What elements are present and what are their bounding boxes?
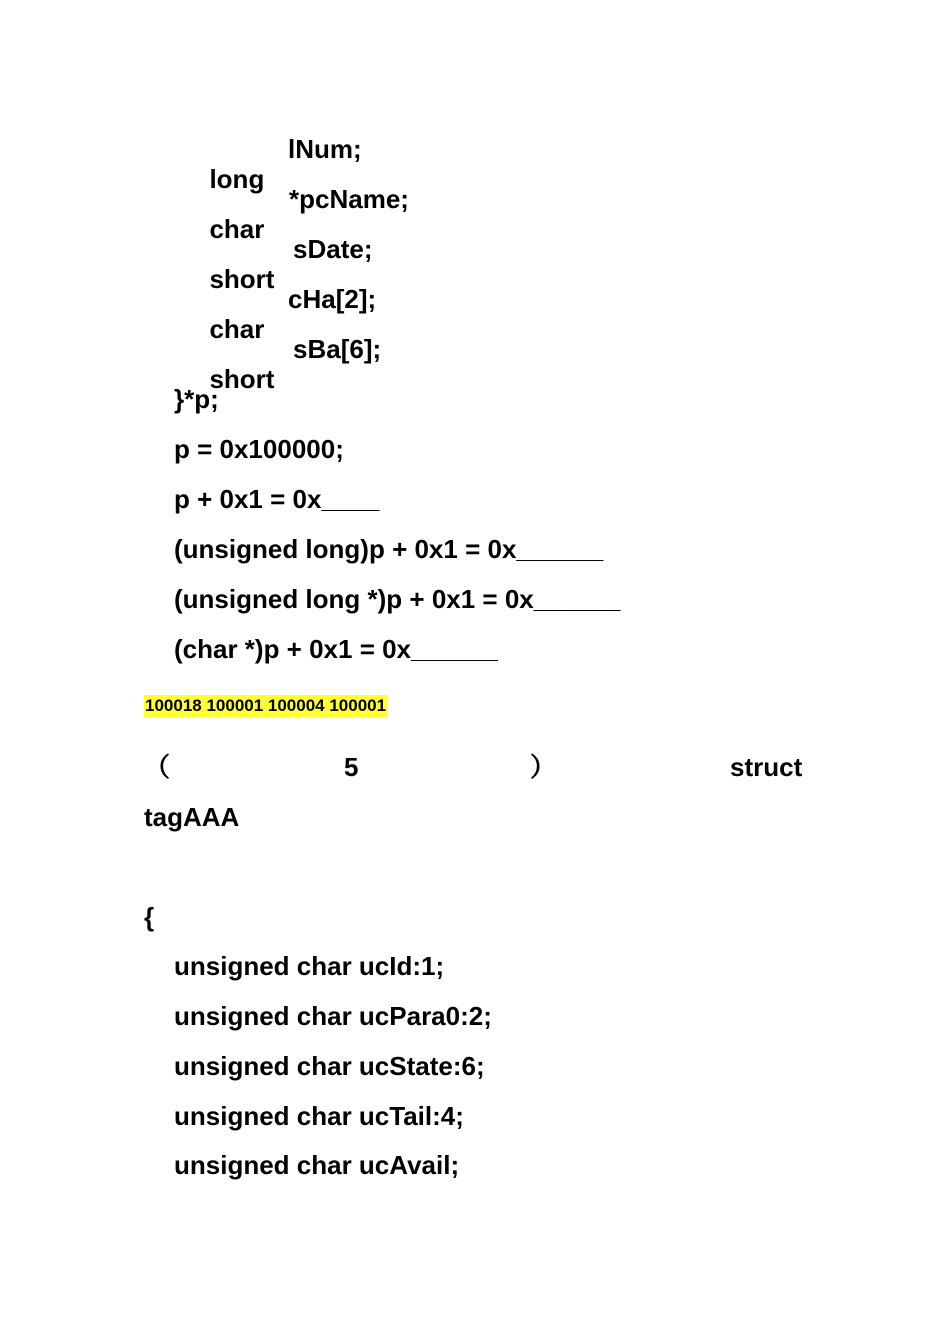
member-type: long xyxy=(209,164,265,194)
code-line: (unsigned long *)p + 0x1 = 0x______ xyxy=(174,584,621,614)
member-type: short xyxy=(209,264,275,294)
struct2-member: unsigned char ucId:1; xyxy=(174,951,445,981)
member-name: sDate; xyxy=(293,234,373,264)
struct-keyword: struct xyxy=(730,752,803,782)
code-line: (char *)p + 0x1 = 0x______ xyxy=(174,634,498,664)
struct2-member: unsigned char ucPara0:2; xyxy=(174,1001,492,1031)
close-paren: ） xyxy=(530,752,557,782)
member-type: char xyxy=(209,314,265,344)
code-line: p = 0x100000; xyxy=(174,434,344,464)
question-number: 5 xyxy=(344,752,359,782)
member-type: short xyxy=(209,364,275,394)
struct2-member: unsigned char ucAvail; xyxy=(174,1150,460,1180)
answer-highlight: 100018 100001 100004 100001 xyxy=(145,696,387,715)
member-name: sBa[6]; xyxy=(293,334,382,364)
struct2-open: { xyxy=(144,902,155,932)
code-line: p + 0x1 = 0x____ xyxy=(174,484,380,514)
member-name: cHa[2]; xyxy=(288,284,377,314)
member-name: lNum; xyxy=(288,134,362,164)
question-header xyxy=(0,752,950,782)
struct2-member: unsigned char ucState:6; xyxy=(174,1051,485,1081)
struct2-member: unsigned char ucTail:4; xyxy=(174,1101,464,1131)
code-line: (unsigned long)p + 0x1 = 0x______ xyxy=(174,534,604,564)
struct-name: tagAAA xyxy=(144,802,240,832)
struct1-close: }*p; xyxy=(174,384,219,414)
member-type: char xyxy=(209,214,265,244)
open-paren: （ xyxy=(144,752,171,782)
member-name: *pcName; xyxy=(289,184,409,214)
